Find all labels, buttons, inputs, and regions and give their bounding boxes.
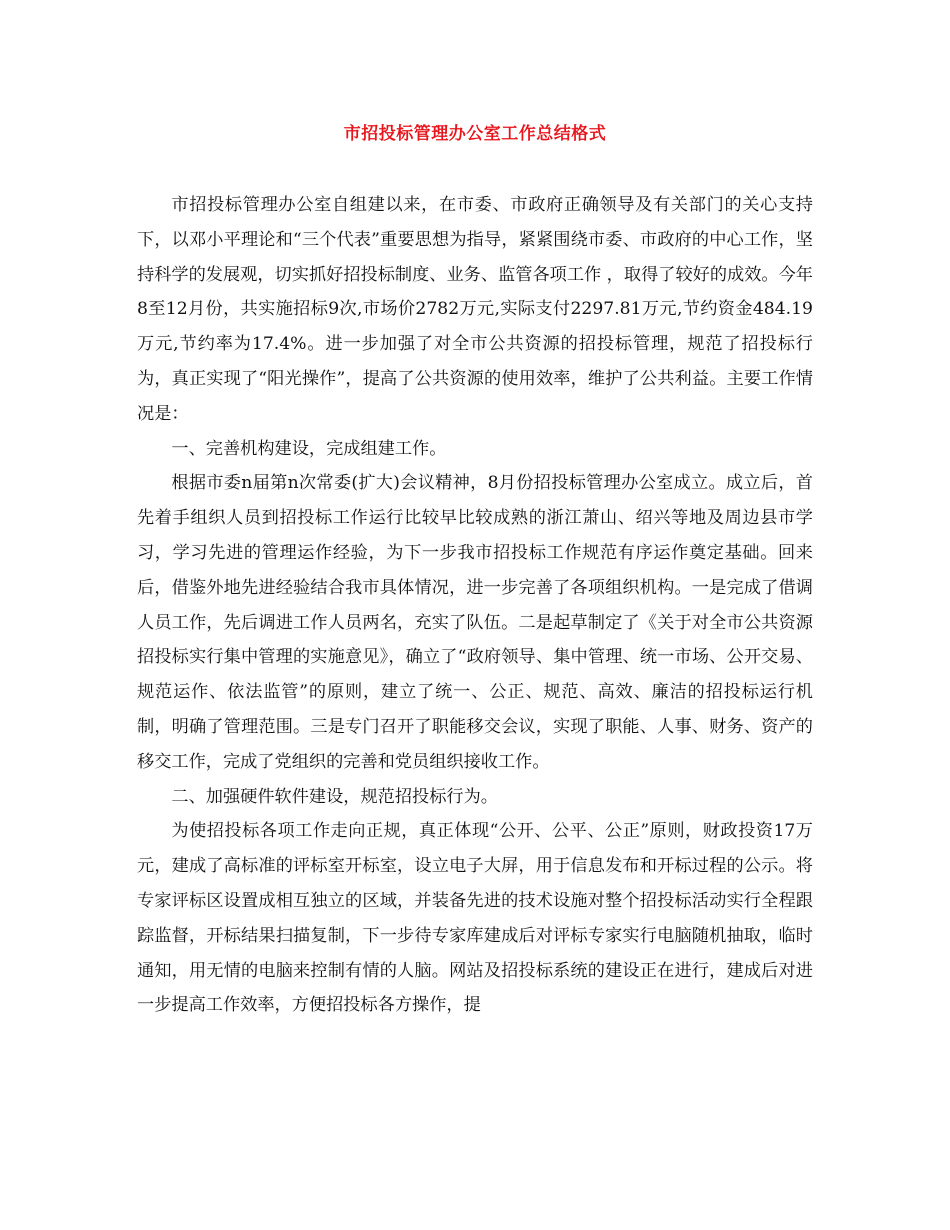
paragraph-section-1: 根据市委n届第n次常委(扩大)会议精神，8月份招投标管理办公室成立。成立后，首先着手组织人员到招投标工作运行比较早比较成熟的浙江萧山、绍兴等地及周边县市学习，学习先进的管理运作经验，为下一步我市招投标工作规范有序运作奠定基础。回来后，借鉴外地先进经验结合我市具体情况，进一步完善了各项组织机构。一是完成了借调人员工作，先后调进工作人员两名，充实了队伍。二是起草制定了《关于对全市公共资源招投标实行集中管理的实施意见》，确立了“政府领导、集中管理、统一市场、公开交易、规范运作、依法监管”的原则，建立了统一、公正、规范、高效、廉洁的招投标运行机制，明确了管理范围。三是专门召开了职能移交会议，实现了职能、人事、财务、资产的移交工作，完成了党组织的完善和党员组织接收工作。 [137, 473, 813, 772]
paragraph-intro: 市招投标管理办公室自组建以来，在市委、市政府正确领导及有关部门的关心支持下，以邓小平理论和“三个代表”重要思想为指导，紧紧围绕市委、市政府的中心工作，坚持科学的发展观，切实抓好招投标制度、业务、监管各项工作 ，取得了较好的成效。今年8至12月份，共实施招标9次,市场价2782万元,实际支付2297.81万元,节约资金484.19万元,节约率为17.4%。进一步加强了对全市公共资源的招投标管理，规范了招投标行为，真正实现了“阳光操作”，提高了公共资源的使用效率，维护了公共利益。主要工作情况是： [137, 195, 813, 424]
document-body [137, 188, 813, 1023]
section-heading-2: 二、加强硬件软件建设，规范招投标行为。 [171, 786, 498, 807]
section-heading-1: 一、完善机构建设，完成组建工作。 [171, 438, 447, 459]
paragraph-section-2: 为使招投标各项工作走向正规，真正体现“公开、公平、公正”原则，财政投资17万元，建成了高标准的评标室开标室，设立电子大屏，用于信息发布和开标过程的公示。将专家评标区设置成相互独立的区域，并装备先进的技术设施对整个招投标活动实行全程跟踪监督，开标结果扫描复制，下一步待专家库建成后对评标专家实行电脑随机抽取，临时通知，用无情的电脑来控制有情的人脑。网站及招投标系统的建设正在进行，建成后对进一步提高工作效率，方便招投标各方操作，提 [137, 821, 813, 1016]
document-title: 市招投标管理办公室工作总结格式 [343, 124, 607, 144]
